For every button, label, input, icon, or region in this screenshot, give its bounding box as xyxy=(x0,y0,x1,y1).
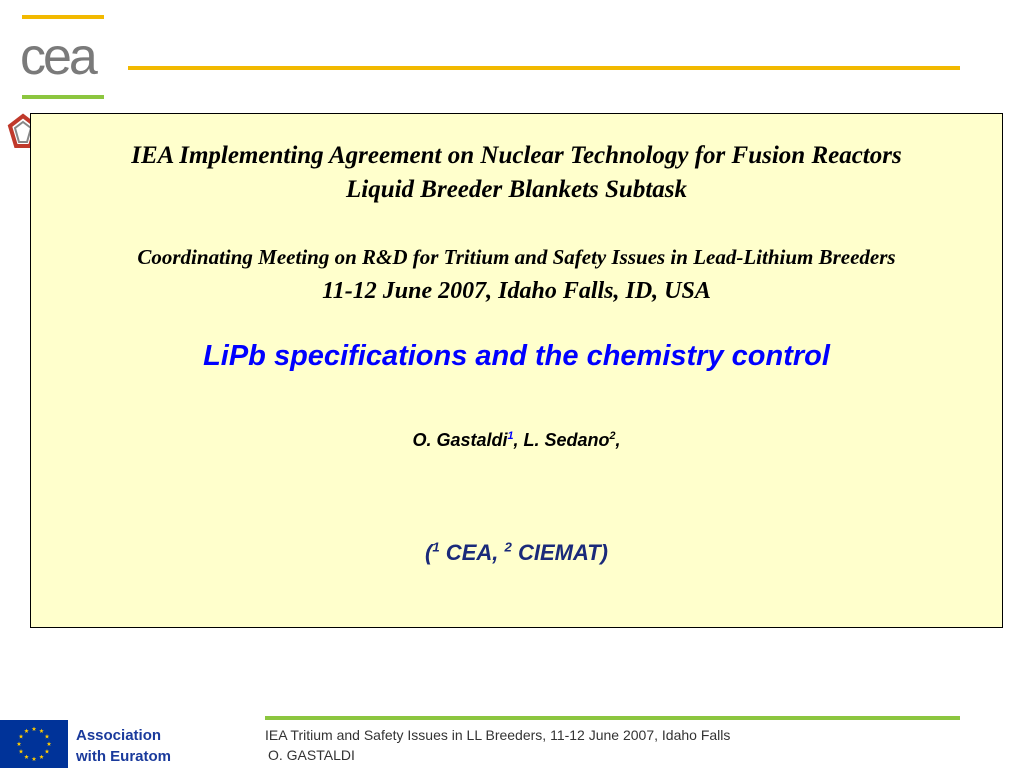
footer-rule xyxy=(265,716,960,720)
cea-logo: cea xyxy=(20,28,95,86)
presentation-title: LiPb specifications and the chemistry control xyxy=(203,340,830,372)
title-panel xyxy=(30,113,1003,628)
logo-top-line xyxy=(22,15,104,19)
footer-author: O. GASTALDI xyxy=(268,747,355,763)
affiliation-1: CEA, xyxy=(439,540,505,565)
affiliation-1-mark: 1 xyxy=(432,539,440,555)
authors xyxy=(31,430,1002,451)
agreement-heading: IEA Implementing Agreement on Nuclear Technology for Fusion Reactors xyxy=(131,142,902,169)
author-2: , L. Sedano xyxy=(513,430,610,450)
euratom-flag-icon xyxy=(0,720,68,768)
author-2-affiliation-mark: 2 xyxy=(609,430,616,442)
header-rule xyxy=(128,66,960,70)
association-label-line2: with Euratom xyxy=(76,748,172,765)
affiliation-2-mark: 2 xyxy=(504,539,512,555)
logo-bottom-line xyxy=(22,95,104,99)
affiliation-open: ( xyxy=(425,540,433,565)
association-label-line1: Association xyxy=(76,727,162,744)
affiliation-2: CIEMAT) xyxy=(511,540,608,565)
meeting-date-location: 11-12 June 2007, Idaho Falls, ID, USA xyxy=(322,278,711,304)
affiliations xyxy=(31,540,1002,566)
footer-event: IEA Tritium and Safety Issues in LL Breeders, 11-12 June 2007, Idaho Falls xyxy=(265,727,731,743)
author-1-affiliation-mark: 1 xyxy=(507,430,514,442)
authors-trail: , xyxy=(615,430,621,450)
meeting-heading: Coordinating Meeting on R&D for Tritium and Safety Issues in Lead-Lithium Breeders xyxy=(137,245,896,269)
author-1: O. Gastaldi xyxy=(412,430,508,450)
subtask-heading: Liquid Breeder Blankets Subtask xyxy=(345,176,687,203)
